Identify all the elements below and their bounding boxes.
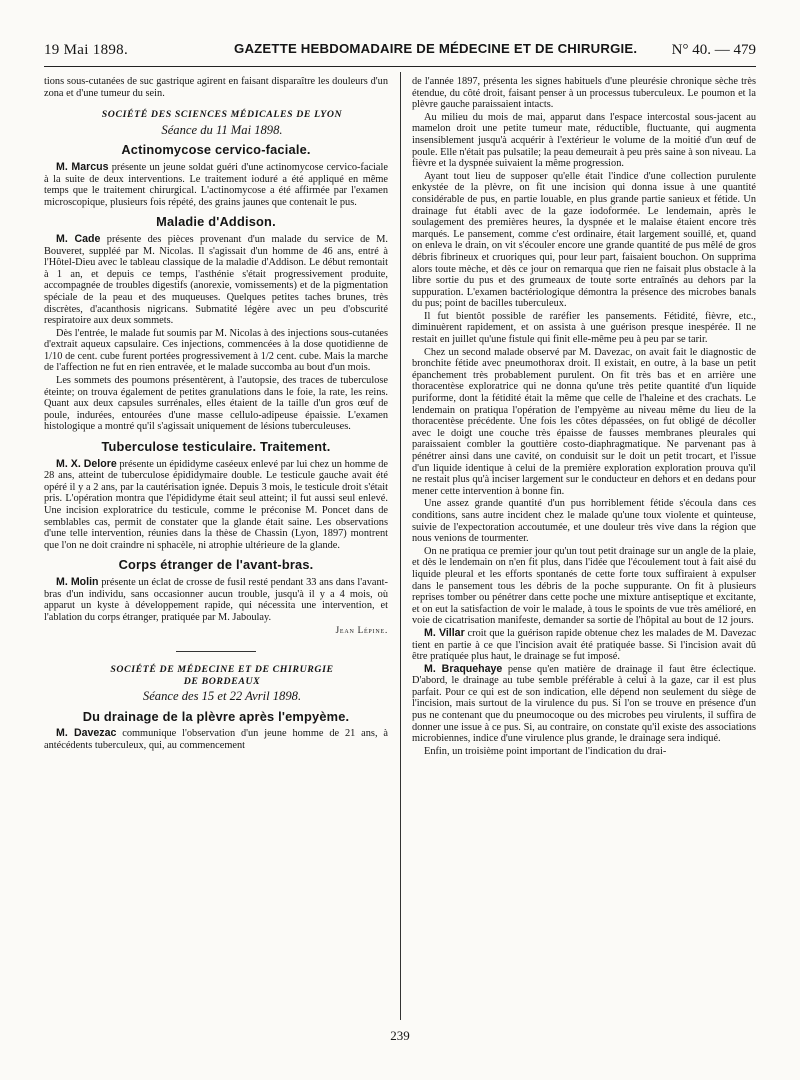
paragraph-text: pense qu'en matière de drainage il faut être éclectique. D'abord, le drainage au tube semble préférable à celui à la gaze, car il est plus parfait. Pour ce qui est de son indication, elle dépend non seulement du siège de l'incision, mais surtout de la virulence du pus. Si l'on se trouve en présence d'un pus ne contenant que du pneumocoque ou des microbes peu virulents, il suffira de donner une issue à ce pus. Si, au contraire, on constate qu'il existe des associations microbiennes, indice d'une virulence plus grande, le drainage sera indiqué. [412, 663, 757, 745]
issue-page-number: N° 40. — 479 [671, 42, 756, 58]
page-header [44, 40, 756, 67]
speaker-name: M. Molin [56, 575, 99, 588]
paragraph-right-4: Il fut bientôt possible de raréfier les pansements. Fétidité, fièvre, etc., diminuèrent rapidement, et on assista à une guérison presque inespérée. Il ne restait en juillet qu'une fistule qui finit elle-même peu à peu par se tarir. [412, 310, 756, 346]
society-heading-line-1: SOCIÉTÉ DE MÉDECINE ET DE CHIRURGIE [110, 663, 334, 675]
section-title-tuberculose: Tuberculose testiculaire. Traitement. [101, 439, 331, 455]
section-title-corps-etranger: Corps étranger de l'avant-bras. [118, 557, 314, 573]
speaker-name: M. X. Delore [56, 457, 117, 470]
speaker-name: M. Cade [56, 232, 101, 245]
left-column [44, 76, 388, 753]
session-date: Séance des 15 et 22 Avril 1898. [142, 689, 302, 704]
paragraph-addison-2: Dès l'entrée, le malade fut soumis par M. Nicolas à des injections sous-cutanées d'extrait aqueux capsulaire. Ces injections, commencées à la dose quotidienne de 1/10 de cent. cube furent portées progressivement à 1/2 cent. cube. Mais la marche de l'affection ne fut en rien entravée, et le malade succomba au bout d'un mois. [44, 327, 388, 374]
paragraph-text: communique l'observation d'un jeune homme de 21 ans, à antécédents tuberculeux, qui, au commencement [44, 728, 388, 751]
speaker-name: M. Marcus [56, 160, 109, 173]
paragraph-right-5: Chez un second malade observé par M. Davezac, on avait fait le diagnostic de bronchite fétide avec pneumothorax droit. Il existait, en outre, à la base un petit épanchement très probablement purulent. On fit très bas et en arrière une thoracentèse exploratrice qui ne donna qu'une très petite quantité d'un liquide puriforme, dont la fétidité était la même que celle de l'haleine et des crachats. Le lendemain on pratiqua l'opération de l'empyème au niveau même du lieu de la thoracentèse précédente. Une fois les côtes dépassées, on fut obligé de décoller avec le doigt une couche très épaisse de fausses membranes pleurales qui paraissaient combler la gouttière costo-diaphragmatique. Ne parvenant pas à pénétrer ainsi dans une cavité, on conduisit sur le doit un petit trocart, et l'issue d'un liquide identique à celui de la première exploration exploration prouva qu'il ne restait plus qu'à inciser largement sur le conducteur en dehors et en dedans pour mener cette intervention à bonne fin. [412, 346, 756, 497]
society-heading-line-2: DE BORDEAUX [183, 675, 261, 687]
speaker-name: M. Davezac [56, 727, 117, 740]
paragraph-addison-1 [44, 234, 388, 327]
paragraph-drainage [44, 728, 388, 751]
paragraph-text: présente un éclat de crosse de fusil resté pendant 33 ans dans l'avant-bras d'un individu, sans occasionner aucun trouble, jusqu'à il y a 4 mois, où apparut un kyste à développement rapide, qui nécessita une intervention, et l'ablation du corps étranger, pratiquée par M. Jaboulay. [44, 576, 388, 623]
paragraph-villar [412, 628, 756, 663]
paragraph-corps-etranger [44, 577, 388, 623]
paragraph-right-last: Enfin, un troisième point important de l'indication du drai- [424, 745, 667, 757]
paragraph-braquehaye [412, 664, 756, 745]
paragraph-addison-3: Les sommets des poumons présentèrent, à l'autopsie, des traces de tuberculose éteinte; on trouva également de petites granulations dans le foie, la rate, les reins. Quant aux deux capsules surrénales, elles étaient de la taille d'un gros œuf de poule, indurées, entourées d'une masse cellulo-adipeuse épaissie. L'examen histologique a montré qu'il s'agissait uniquement de lésions tuberculeuses. [44, 375, 388, 433]
column-divider [400, 72, 401, 1020]
right-column [412, 76, 756, 758]
paragraph-text: présente un jeune soldat guéri d'une actinomycose cervico-faciale à la suite de deux interventions. Le traitement ioduré a été appliqué en même temps que le traitement chirurgical. L'actinomycose a été affirmée par l'examen microscopique, plusieurs fois répété, des grains jaunes que contenait le pus. [44, 161, 388, 208]
speaker-name: M. Braquehaye [424, 662, 503, 675]
session-date: Séance du 11 Mai 1898. [161, 122, 283, 137]
paragraph-tuberculose [44, 459, 388, 552]
paragraph-right-2: Au milieu du mois de mai, apparut dans l'espace intercostal sous-jacent au mamelon droit une petite tumeur mate, réductible, fluctuante, qui augmenta insensiblement jusqu'à acquérir à l'extérieur le volume de la moitié d'un œuf de poule. Elle n'était pas pulsatile; la peau demeurait à peu près saine à son niveau. La fièvre et la dyspnée suivaient la même progression. [412, 111, 756, 170]
paragraph-right-6: Une assez grande quantité d'un pus horriblement fétide s'écoula dans ces conditions, sans autre incident chez le malade qu'une toux violente et quinteuse, suivie de l'expectoration accoutumée, et une douleur très vive dans la région que nous venions de tourmenter. [412, 498, 756, 545]
speaker-name: M. Villar [424, 626, 465, 639]
section-title-addison: Maladie d'Addison. [156, 214, 276, 230]
paragraph-right-7: On ne pratiqua ce premier jour qu'un tout petit drainage sur un angle de la plaie, et dès le lendemain on n'en fit plus, dans l'idée que l'écoulement tout à fait aisé du liquide pleural et les efforts spontanés de cette forte toux suffiraient à expulser dans le pansement tous les débris de la poche suppurante. On fit à plusieurs reprises tomber ou pénétrer dans cette poche une mixture antiseptique et excitante, et on eut la satisfaction de voir le malade, à tous le spoints de vue très amélioré, en voie de cicatrisation manifeste, demander sa sortie de l'hôpital au bout de 12 jours. [412, 545, 756, 627]
section-title-drainage: Du drainage de la plèvre après l'empyème. [82, 708, 350, 724]
intro-paragraph: tions sous-cutanées de suc gastrique agirent en faisant disparaître les douleurs d'un zona et d'une tumeur du sein. [44, 76, 388, 99]
paragraph-text: présente un épididyme caséeux enlevé par lui chez un homme de 28 ans, atteint de tuberculose épididymaire double. Le testicule gauche avait été opéré il y a 2 ans, par la cautérisation ignée. Depuis 3 mois, le testicule droit s'était pris. L'opération montra que l'épididyme était seul atteint; il fut aussi seul enlevé. Une incision exploratrice du testicule, comme le préconise M. Poncet dans de semblables cas, permit de constater que la glande était saine. Les observations d'une telle intervention, réunies dans la thèse de Chassin (Lyon, 1897) montrent que l'on ne doit craindre ni sphacèle, ni atrophie ultérieure de la glande. [44, 458, 388, 551]
paragraph-actinomycose [44, 162, 388, 208]
journal-title: GAZETTE HEBDOMADAIRE DE MÉDECINE ET DE CHIRURGIE. [234, 41, 638, 56]
paragraph-text: présente des pièces provenant d'un malade du service de M. Bouveret, suppléé par M. Nicolas. Il s'agissait d'un homme de 46 ans, entré à l'Hôtel-Dieu avec le tableau classique de la maladie d'Addison. Le début remontait à 1 an, et depuis ce temps, l'asthénie s'était progressivement produite, accompagnée de troubles digestifs (anorexie, vomissements) et de la pigmentation spéciale de la peau et des muqueuses. Quelques petites taches brunes, très discrètes, d'acanthosis nigricans. Submatité légère avec un peu d'obscurité respiratoire aux deux sommets. [44, 233, 388, 327]
paragraph-right-1: de l'année 1897, présenta les signes habituels d'une pleurésie chronique sèche très étendue, du côté droit, faisant penser à un processus tuberculeux. Le poumon et la plèvre gauche paraissaient intacts. [412, 76, 756, 111]
paragraph-text: croit que la guérison rapide obtenue chez les malades de M. Davezac tient en partie à ce que l'incision avait été pratiquée basse. Si l'incision avait dû être pratiquée plus haut, le drainage se fut imposé. [412, 627, 756, 663]
paragraph-right-3: Ayant tout lieu de supposer qu'elle était l'indice d'une collection purulente enkystée de la plèvre, on fit une incision qui donna issue à une quantité considérable de pus, en partie louable, en plus grande partie sanieux et fétide. Un drainage fut établi avec de la gaze iodoformée. Le lendemain, après le soulagement des premières heures, la dyspnée et le malaise étaient encore très marqués. Le pansement, comme c'est ordinaire, était largement souillé, et, quand on enleva le drain, on vit s'écouler encore une grande quantité de pus mêlé de gros débris fibrineux et cruoriques qui, pour leur part, faisaient bouchon. On supprima alors toute mèche, et dès ce jour on remarqua que rien ne faisait plus obstacle à la libre sortie du pus et des grumeaux de toute sorte entraînés au dehors par la suppuration. L'examen bactériologique démontra la présence des microbes banals du pus; point de bacilles tuberculeux. [412, 170, 756, 310]
folio-number: 239 [390, 1028, 410, 1043]
section-title-actinomycose: Actinomycose cervico-faciale. [121, 142, 311, 158]
society-heading: SOCIÉTÉ DES SCIENCES MÉDICALES DE LYON [101, 109, 343, 121]
header-date: 19 Mai 1898. [44, 42, 129, 58]
section-divider [176, 651, 256, 652]
author-signature: Jean Lépine. [335, 625, 388, 636]
